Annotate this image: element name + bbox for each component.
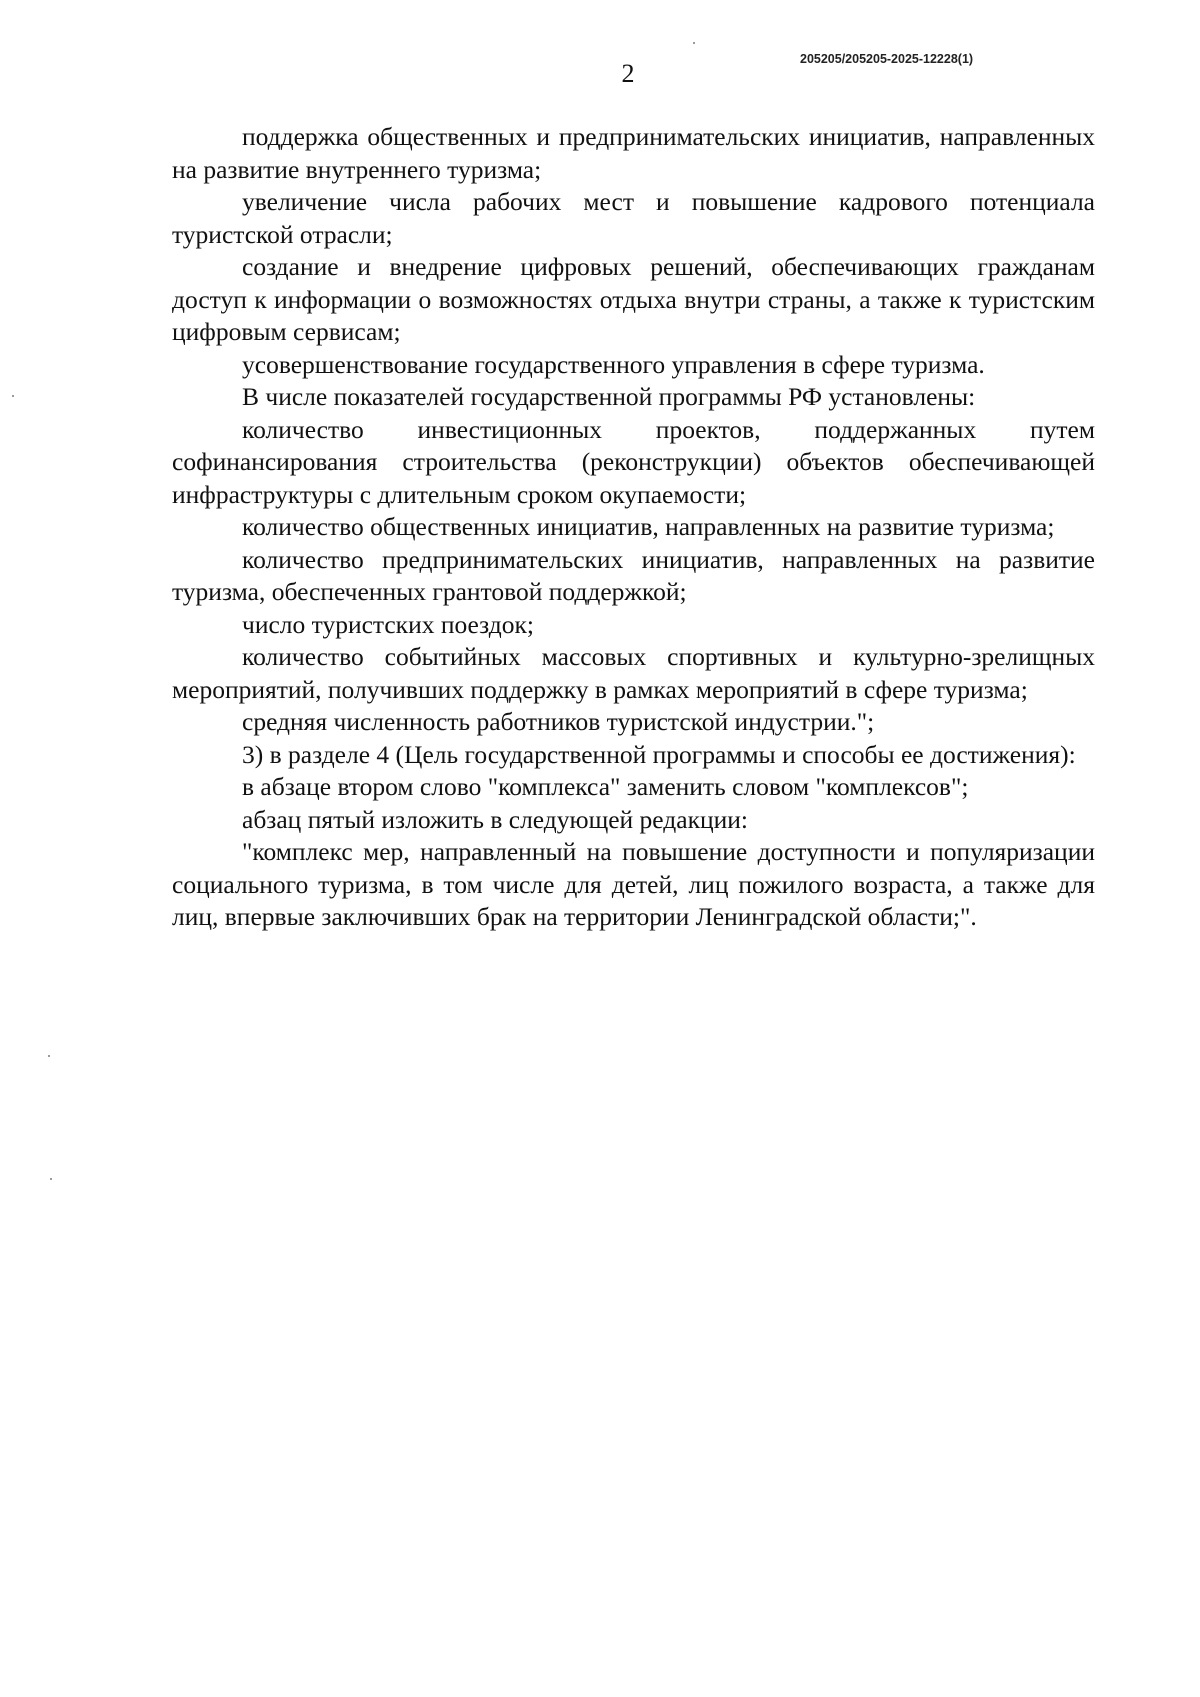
paragraph: средняя численность работников туристской индустрии."; [242, 707, 875, 736]
paragraph: количество событийных массовых спортивных и культурно-зрелищных мероприятий, получивших поддержку в рамках мероприятий в сфере туризма; [172, 642, 1095, 704]
paragraph: усовершенствование государственного управления в сфере туризма. [242, 349, 985, 379]
scan-speck [12, 395, 14, 397]
paragraph: количество инвестиционных проектов, поддержанных путем софинансирования строительства (реконструкции) объектов обеспечивающей инфраструктуры с длительным сроком окупаемости; [172, 414, 1095, 509]
paragraph: "комплекс мер, направленный на повышение доступности и популяризации социального туризма, в том числе для детей, лиц пожилого возраста, а также для лиц, впервые заключивших брак на территории Ленинградской области;". [172, 837, 1095, 931]
scan-speck [693, 42, 695, 44]
document-id: 205205/205205-2025-12228(1) [800, 52, 974, 66]
paragraph: абзац пятый изложить в следующей редакции: [242, 804, 748, 834]
paragraph: создание и внедрение цифровых решений, обеспечивающих гражданам доступ к информации о возможностях отдыха внутри страны, а также к туристским цифровым сервисам; [172, 252, 1095, 346]
paragraph: 3) в разделе 4 (Цель государственной программы и способы ее достижения): [242, 739, 1076, 769]
paragraph: количество предпринимательских инициатив, направленных на развитие туризма, обеспеченных грантовой поддержкой; [172, 544, 1095, 606]
scan-speck [48, 1055, 50, 1057]
paragraph: поддержка общественных и предпринимательских инициатив, направленных на развитие внутреннего туризма; [172, 122, 1095, 184]
paragraph: количество общественных инициатив, направленных на развитие туризма; [242, 512, 1055, 541]
paragraph: В числе показателей государственной программы РФ установлены: [242, 382, 976, 411]
page-number: 2 [621, 59, 635, 88]
paragraph: увеличение числа рабочих мест и повышение кадрового потенциала туристской отрасли; [172, 187, 1095, 249]
document-body [172, 121, 1095, 934]
paragraph: в абзаце втором слово "комплекса" заменить словом "комплексов"; [242, 772, 969, 801]
scan-speck [50, 1178, 52, 1180]
paragraph: число туристских поездок; [242, 609, 534, 639]
